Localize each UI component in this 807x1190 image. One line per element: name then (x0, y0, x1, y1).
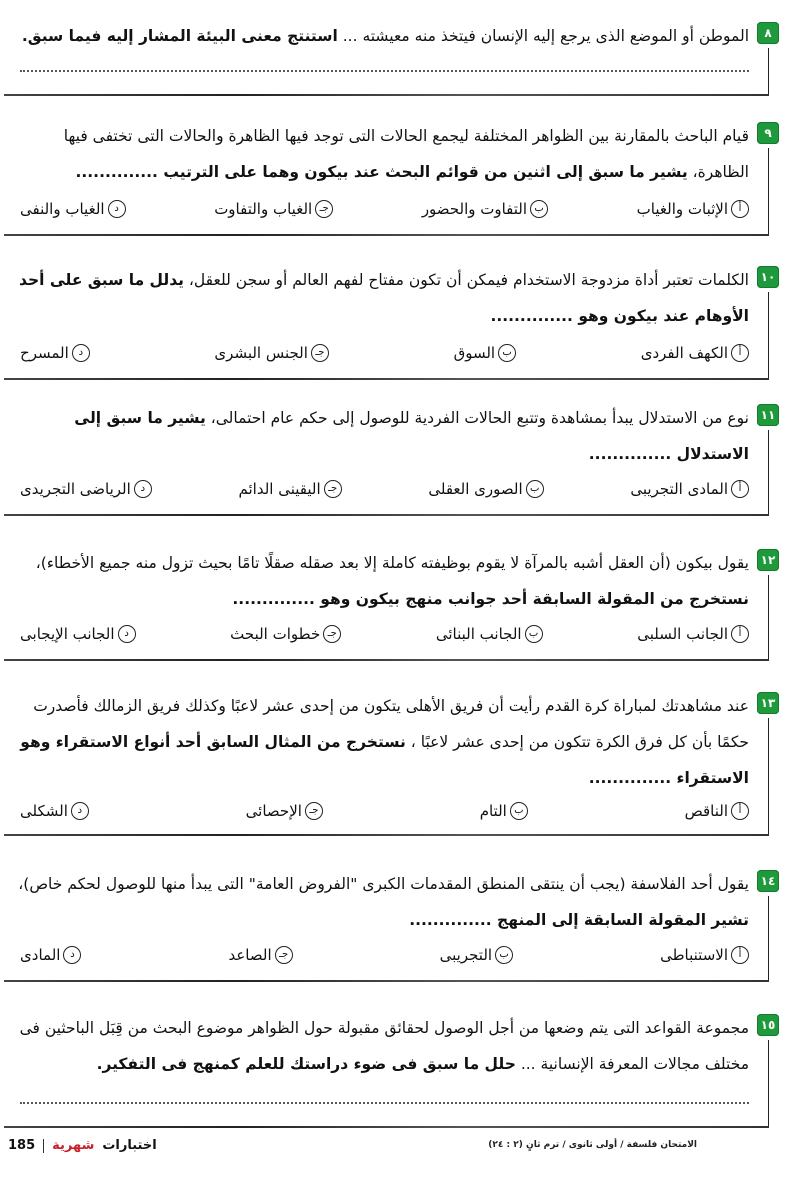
option-d[interactable] (20, 480, 152, 498)
option-text: الجنس البشرى (214, 344, 308, 362)
option-letter-circle-icon: د (108, 200, 126, 218)
divider (4, 514, 769, 516)
question-number-badge: ١٥ (757, 1014, 779, 1036)
page-number: 185 (8, 1138, 36, 1153)
option-text: الجانب السلبى (637, 625, 728, 643)
option-a[interactable] (641, 344, 749, 362)
option-letter-circle-icon: جـ (315, 200, 333, 218)
question-number-badge: ١١ (757, 404, 779, 426)
divider (4, 94, 769, 96)
option-b[interactable] (440, 946, 513, 964)
option-text: الشكلى (20, 802, 68, 820)
option-text: الكهف الفردى (640, 344, 728, 362)
question-text (4, 1010, 749, 1082)
option-b[interactable] (436, 625, 543, 643)
option-b[interactable] (422, 200, 548, 218)
question-frame (768, 430, 769, 516)
option-text: خطوات البحث (230, 625, 321, 643)
option-letter-circle-icon: أ (731, 802, 749, 820)
options-list (20, 200, 749, 218)
option-letter-circle-icon: ب (495, 946, 513, 964)
question-text (4, 866, 749, 938)
option-c[interactable] (214, 344, 329, 362)
option-letter-circle-icon: جـ (275, 946, 293, 964)
option-letter-circle-icon: د (71, 802, 89, 820)
option-text: التام (479, 802, 507, 820)
option-text: الجانب البنائى (435, 625, 522, 643)
option-letter-circle-icon: ب (526, 480, 544, 498)
option-letter-circle-icon: ب (530, 200, 548, 218)
divider (4, 980, 769, 982)
question-frame (768, 148, 769, 236)
option-b[interactable] (480, 802, 528, 820)
option-letter-circle-icon: د (134, 480, 152, 498)
options-list (20, 946, 749, 964)
option-text: التجريبى (439, 946, 493, 964)
question-instruction: يشير ما سبق إلى الاستدلال .............. (74, 409, 749, 463)
series-highlight: شهرية (52, 1138, 95, 1153)
question-15 (0, 1010, 779, 1128)
option-letter-circle-icon: جـ (323, 625, 341, 643)
option-text: الرياضى التجريدى (20, 480, 131, 498)
option-a[interactable] (660, 946, 749, 964)
question-frame (768, 896, 769, 982)
options-list (20, 802, 749, 820)
question-text (4, 545, 749, 617)
question-instruction: استنتج معنى البيئة المشار إليه فيما سبق. (21, 27, 338, 45)
question-13 (0, 688, 779, 836)
divider (4, 234, 769, 236)
footer-separator (43, 1139, 44, 1153)
question-12 (0, 545, 779, 661)
series-title: اختبارات (102, 1138, 157, 1153)
option-text: المسرح (20, 344, 69, 362)
option-d[interactable] (20, 802, 89, 820)
option-a[interactable] (630, 480, 749, 498)
option-text: الإثبات والغياب (636, 200, 728, 218)
question-prompt: قيام الباحث بالمقارنة بين الظواهر المختلفة ليجمع الحالات التى توجد فيها الظاهرة والحالات التى تختفى فيها الظاهرة، (63, 127, 749, 181)
option-text: الصاعد (228, 946, 272, 964)
question-text (4, 18, 749, 54)
options-list (20, 480, 749, 498)
option-text: الغياب والتفاوت (214, 200, 313, 218)
question-11 (0, 400, 779, 516)
option-a[interactable] (637, 200, 749, 218)
option-letter-circle-icon: ب (525, 625, 543, 643)
option-text: اليقينى الدائم (238, 480, 321, 498)
option-text: الناقص (684, 802, 728, 820)
answer-line[interactable] (20, 1102, 749, 1104)
option-c[interactable] (214, 200, 333, 218)
option-letter-circle-icon: أ (731, 625, 749, 643)
question-instruction: حلل ما سبق فى ضوء دراستك للعلم كمنهج فى التفكير. (96, 1055, 516, 1073)
question-number-badge: ١٤ (757, 870, 779, 892)
options-list (20, 344, 749, 362)
question-number-badge: ١٣ (757, 692, 779, 714)
question-number-badge: ٨ (757, 22, 779, 44)
option-d[interactable] (20, 625, 136, 643)
option-d[interactable] (20, 946, 81, 964)
option-d[interactable] (20, 344, 90, 362)
question-prompt: مجموعة القواعد التى يتم وضعها من أجل الوصول لحقائق مقبولة حول الظواهر موضوع البحث من قِبَل الباحثين فى مختلف مجالات المعرفة الإنسانية ... (19, 1019, 749, 1073)
option-text: الاستنباطى (660, 946, 728, 964)
option-c[interactable] (228, 946, 292, 964)
option-text: الإحصائى (245, 802, 302, 820)
option-c[interactable] (246, 802, 323, 820)
option-text: الجانب الإيجابى (20, 625, 115, 643)
divider (4, 378, 769, 380)
question-9 (0, 118, 779, 236)
question-number-badge: ٩ (757, 122, 779, 144)
option-d[interactable] (20, 200, 126, 218)
question-number-badge: ١٢ (757, 549, 779, 571)
option-c[interactable] (239, 480, 342, 498)
question-14 (0, 866, 779, 982)
question-prompt: يقول بيكون (أن العقل أشبه بالمرآة لا يقوم بوظيفته كاملة إلا بعد صقله صقلًا تامًا بحيث تزول منه جميع الأخطاء)، (35, 554, 749, 572)
option-text: المادى التجريبى (630, 480, 728, 498)
question-text (4, 262, 749, 334)
answer-line[interactable] (20, 70, 749, 72)
question-instruction: نستخرج من المقولة السابقة أحد جوانب منهج بيكون وهو .............. (232, 590, 749, 608)
option-letter-circle-icon: أ (731, 480, 749, 498)
option-letter-circle-icon: د (72, 344, 90, 362)
option-text: الغياب والنفى (20, 200, 105, 218)
option-b[interactable] (428, 480, 543, 498)
option-text: الصورى العقلى (428, 480, 523, 498)
option-c[interactable] (230, 625, 341, 643)
question-frame (768, 575, 769, 661)
divider (4, 1126, 769, 1128)
footer-book-info: الامتحان فلسفة / أولى ثانوى / ترم ثانٍ (٢ : ٢٤) (488, 1140, 697, 1150)
question-frame (768, 718, 769, 836)
footer-page-label (8, 1138, 157, 1153)
option-letter-circle-icon: د (63, 946, 81, 964)
option-text: المادى (20, 946, 61, 964)
question-text (4, 688, 749, 796)
option-letter-circle-icon: أ (731, 344, 749, 362)
option-b[interactable] (454, 344, 517, 362)
question-prompt: عند مشاهدتك لمباراة كرة القدم رأيت أن فريق الأهلى يتكون من إحدى عشر لاعبًا وكذلك فريق الزمالك فأصدرت حكمًا بأن كل فرق الكرة تتكون من إحدى عشر لاعبًا ، (33, 697, 749, 751)
option-letter-circle-icon: ب (510, 802, 528, 820)
question-10 (0, 262, 779, 380)
question-prompt: نوع من الاستدلال يبدأ بمشاهدة وتتبع الحالات الفردية للوصول إلى حكم عام احتمالى، (205, 409, 749, 427)
option-text: التفاوت والحضور (421, 200, 528, 218)
option-letter-circle-icon: د (118, 625, 136, 643)
option-a[interactable] (637, 625, 749, 643)
option-letter-circle-icon: جـ (324, 480, 342, 498)
question-instruction: تشير المقولة السابقة إلى المنهج .............. (409, 911, 749, 929)
question-prompt: الموطن أو الموضع الذى يرجع إليه الإنسان فيتخذ منه معيشته ... (337, 27, 749, 45)
divider (4, 659, 769, 661)
question-frame (768, 48, 769, 96)
option-text: السوق (453, 344, 496, 362)
question-instruction: نستخرج من المثال السابق أحد أنواع الاستقراء وهو الاستقراء .............. (20, 733, 749, 787)
divider (4, 834, 769, 836)
question-instruction: يدلل ما سبق على أحد الأوهام عند بيكون وهو .............. (18, 271, 749, 325)
question-frame (768, 1040, 769, 1128)
option-letter-circle-icon: جـ (305, 802, 323, 820)
question-prompt: يقول أحد الفلاسفة (يجب أن ينتقى المنطق المقدمات الكبرى "الفروض العامة" التى يبدأ منها للوصول لحكم خاص)، (18, 875, 749, 893)
option-a[interactable] (685, 802, 749, 820)
option-letter-circle-icon: ب (498, 344, 516, 362)
option-letter-circle-icon: جـ (311, 344, 329, 362)
question-instruction: يشير ما سبق إلى اثنين من قوائم البحث عند بيكون وهما على الترتيب .............. (75, 163, 688, 181)
question-text (4, 400, 749, 472)
options-list (20, 625, 749, 643)
question-text (4, 118, 749, 190)
question-8 (0, 18, 779, 96)
question-frame (768, 292, 769, 380)
question-number-badge: ١٠ (757, 266, 779, 288)
option-letter-circle-icon: أ (731, 200, 749, 218)
question-prompt: الكلمات تعتبر أداة مزدوجة الاستخدام فيمكن أن تكون مفتاح لفهم العالم أو سجن للعقل، (184, 271, 749, 289)
option-letter-circle-icon: أ (731, 946, 749, 964)
